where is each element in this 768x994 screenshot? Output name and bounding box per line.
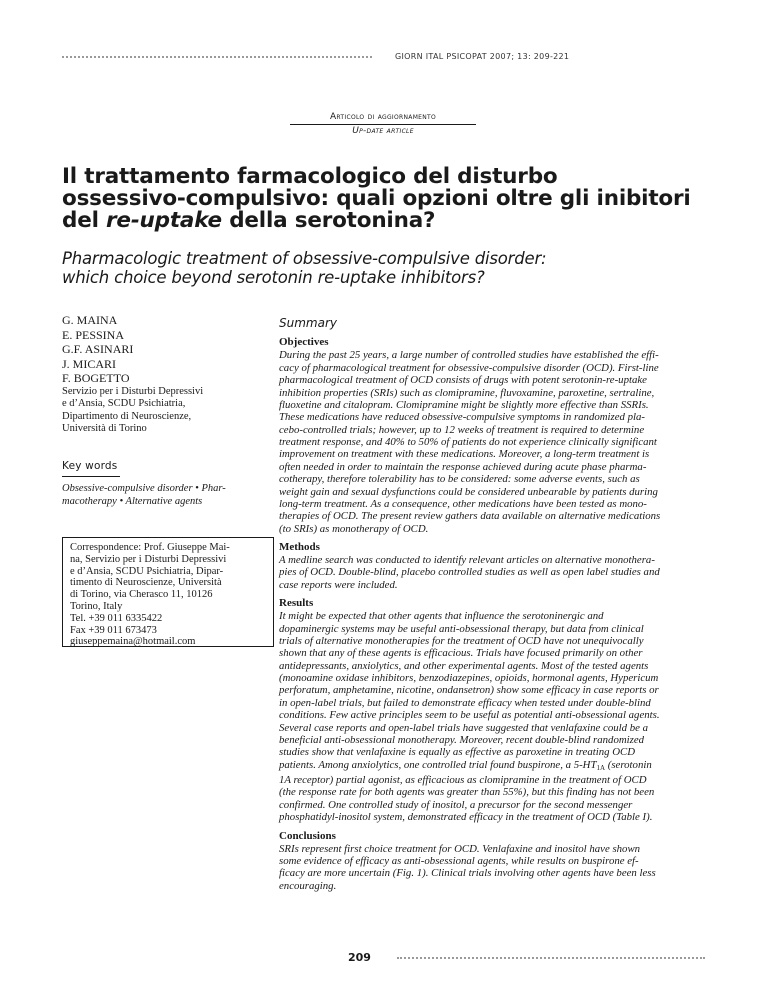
- title-line: ossessivo-compulsivo: quali opzioni oltre gli inibitori: [62, 186, 691, 211]
- methods-body: [279, 554, 705, 591]
- title-fragment: del: [62, 208, 107, 233]
- author-list: [62, 313, 133, 386]
- affiliation-line: e d’Ansia, SCDU Psichiatria,: [62, 398, 186, 410]
- text-line: often needed in order to maintain the response achieved during acute phase pharma-: [279, 460, 647, 473]
- keywords-line: Obsessive-compulsive disorder • Phar-: [62, 483, 226, 494]
- text-line: (the response rate for both agents was greater than 55%), but this finding has not been: [279, 786, 655, 799]
- methods-heading: Methods: [279, 541, 320, 553]
- correspondence-box: [62, 537, 274, 647]
- text-line: dopaminergic systems may be useful anti-obsessional therapy, but data from clinical: [279, 622, 644, 635]
- title-line: which choice beyond serotonin re-uptake inhibitors?: [62, 268, 485, 287]
- article-type-rule: [290, 124, 476, 125]
- text-fragment: (serotonin: [605, 758, 652, 771]
- title-line: [62, 210, 702, 232]
- text-line: A medline search was conducted to identify relevant articles on alternative monothera-: [279, 554, 655, 566]
- objectives-body: [279, 349, 705, 535]
- objectives-section: [279, 336, 705, 535]
- keywords-rule: [62, 476, 120, 477]
- correspondence-line: Fax +39 011 673473: [70, 624, 157, 636]
- conclusions-section: [279, 830, 705, 893]
- text-line: trials of alternative monotherapies for the treatment of OCD have not unequivocally: [279, 634, 644, 647]
- keywords-heading: Key words: [62, 460, 118, 472]
- author: F. BOGETTO: [62, 371, 130, 386]
- summary-column: [279, 317, 705, 898]
- text-line: Several case reports and open-label trials have suggested that venlafaxine could be a: [279, 721, 649, 734]
- subscript: 1A: [596, 763, 606, 772]
- text-line: studies show that venlafaxine is equally as effective as paroxetine in treating OCD: [279, 746, 636, 759]
- text-line: improvement on treatment with these medications. Moreover, a long-term treatment is: [279, 448, 650, 461]
- text-line: pies of OCD. Double-blind, placebo controlled studies as well as open label studies and: [279, 566, 660, 579]
- text-line: inhibition properties (SRIs) such as clomipramine, fluvoxamine, paroxetine, sertraline,: [279, 386, 655, 399]
- text-line: some evidence of efficacy as anti-obsessional agents, while results on buspirone ef-: [279, 854, 639, 867]
- text-line: conditions. Few active principles seem to be useful as potential anti-obsessional agents.: [279, 709, 660, 722]
- text-line: These medications have reduced obsessive-compulsive symptoms in randomized pla-: [279, 411, 646, 424]
- text-line: case reports were included.: [279, 578, 398, 591]
- keywords-list: [62, 482, 262, 508]
- footer-dotted-rule: [397, 957, 705, 959]
- title-line: Il trattamento farmacologico del disturbo: [62, 164, 558, 189]
- affiliation-line: Dipartimento di Neuroscienze,: [62, 410, 192, 422]
- text-line: shown that any of these agents is efficacious. Trials have focused primarily on other: [279, 647, 643, 660]
- text-line: ficacy are more uncertain (Fig. 1). Clinical trials involving other agents have been less: [279, 867, 656, 880]
- summary-heading: Summary: [279, 316, 337, 330]
- title-emphasis: re-uptake: [106, 208, 222, 233]
- text-line: fluoxetine and citalopram. Clomipramine might be slightly more effective than SSRIs.: [279, 398, 649, 411]
- results-heading: Results: [279, 597, 314, 610]
- conclusions-body: [279, 843, 705, 893]
- results-body: [279, 610, 705, 823]
- author: G.F. ASINARI: [62, 342, 134, 357]
- page-number: 209: [348, 951, 371, 964]
- text-line: long-term treatment. As a consequence, other medications have been tested as mono-: [279, 497, 647, 510]
- affiliation: [62, 386, 262, 436]
- correspondence-line: Torino, Italy: [70, 600, 123, 612]
- affiliation-line: Università di Torino: [62, 423, 147, 435]
- text-fragment: patients. Among anxiolytics, one controlled trial found buspirone, a 5-HT: [279, 758, 597, 771]
- methods-section: [279, 541, 705, 591]
- article-type: Articolo di aggiornamento: [329, 112, 437, 122]
- objectives-heading: Objectives: [279, 336, 329, 349]
- text-line: [279, 759, 705, 774]
- text-line: cacy of pharmacological treatment for obsessive-compulsive disorder (OCD). First-line: [279, 361, 659, 374]
- text-line: cotherapy, therefore tolerability has to be considered: some adverse events, such as: [279, 473, 640, 486]
- text-line: cebo-controlled trials; however, up to 12 weeks of treatment is required to determine: [279, 423, 645, 436]
- results-section: [279, 597, 705, 823]
- text-line: confirmed. One controlled study of inositol, a precursor for the second messenger: [279, 798, 633, 811]
- title-english: [62, 249, 702, 287]
- author: E. PESSINA: [62, 327, 125, 342]
- text-line: pharmacological treatment of OCD consists of drugs with potent serotonin-re-uptake: [279, 374, 647, 387]
- author: G. MAINA: [62, 313, 118, 327]
- text-line: perforatum, amphetamine, nicotine, ondansetron) show some efficacy in case reports or: [279, 684, 659, 697]
- text-line: (monoamine oxidase inhibitors, benzodiazepines, opioids, hormonal agents, Hypericum: [279, 672, 659, 684]
- correspondence-line: di Torino, via Cherasco 11, 10126: [70, 589, 213, 601]
- article-type-english: Up-date article: [352, 126, 414, 136]
- correspondence-line: timento di Neuroscienze, Università: [70, 577, 222, 589]
- text-line: phosphatidyl-inositol system, demonstrated efficacy in the treatment of OCD (Table I).: [279, 811, 653, 824]
- correspondence-line: Tel. +39 011 6335422: [70, 612, 163, 624]
- correspondence-email: giuseppemaina@hotmail.com: [70, 636, 196, 648]
- author: J. MICARI: [62, 356, 117, 371]
- keywords-line: macotherapy • Alternative agents: [62, 496, 203, 507]
- correspondence-line: Correspondence: Prof. Giuseppe Mai-: [70, 542, 230, 553]
- header-dotted-rule: [62, 56, 372, 58]
- text-line: in open-label trials, but failed to demonstrate efficacy when tested under double-blind: [279, 696, 651, 709]
- conclusions-heading: Conclusions: [279, 829, 336, 842]
- affiliation-line: Servizio per i Disturbi Depressivi: [62, 386, 204, 397]
- correspondence-line: na, Servizio per i Disturbi Depressivi: [70, 553, 227, 565]
- text-line: treatment response, and 40% to 50% of patients do not experience clinically significant: [279, 436, 657, 448]
- text-line: SRIs represent first choice treatment for OCD. Venlafaxine and inositol have shown: [279, 842, 641, 855]
- text-line: antidepressants, anxiolytics, and other experimental agents. Most of the tested agents: [279, 659, 649, 672]
- text-line: During the past 25 years, a large number of controlled studies have established the effi-: [279, 349, 659, 362]
- correspondence-line: e d’Ansia, SCDU Psichiatria, Dipar-: [70, 565, 224, 577]
- text-line: 1A receptor) partial agonist, as efficacious as clomipramine in the treatment of OCD: [279, 774, 647, 786]
- journal-reference: GIORN ITAL PSICOPAT 2007; 13: 209-221: [395, 52, 570, 61]
- text-line: therapies of OCD. The present review gathers data available on alternative medications: [279, 510, 661, 523]
- text-line: weight gain and sexual dysfunctions could be considered unbearable by patients during: [279, 485, 658, 498]
- title-italian: [62, 166, 702, 232]
- text-line: encouraging.: [279, 879, 337, 892]
- text-line: It might be expected that other agents that influence the serotoninergic and: [279, 610, 604, 623]
- title-fragment: della serotonina?: [221, 208, 436, 233]
- text-line: beneficial anti-obsessional monotherapy. Moreover, recent double-blind randomized: [279, 733, 645, 746]
- title-line: Pharmacologic treatment of obsessive-compulsive disorder:: [62, 249, 547, 268]
- text-line: (to SRIs) as monotherapy of OCD.: [279, 522, 429, 535]
